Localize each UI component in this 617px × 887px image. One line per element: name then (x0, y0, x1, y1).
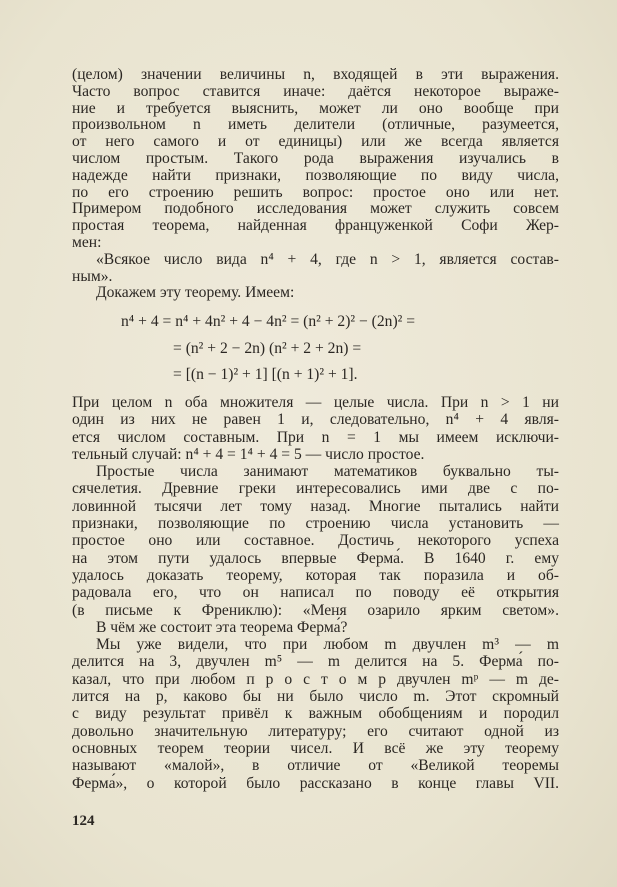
text-line: ется числом составным. При n = 1 мы имеем исключи- (72, 428, 559, 446)
text-line: «Всякое число вида n⁴ + 4, где n > 1, является состав- (96, 250, 559, 268)
text-line: Простые числа занимают математиков буквально ты- (96, 463, 559, 481)
text-line: основных теорем теории чисел. И всё же эту теорему (72, 739, 559, 757)
text-line: произвольном n иметь делители (отличные, разумеется, (72, 116, 559, 134)
formula-line-3: = [(n − 1)² + 1] [(n + 1)² + 1]. (173, 366, 358, 383)
text-line: один из них не равен 1 и, следовательно, n⁴ + 4 явля- (72, 411, 559, 429)
text-line: радовала его, что он написал по поводу её открытия (72, 584, 559, 602)
text-line: удалось доказать теорему, которая так поразила и об- (72, 566, 559, 584)
text-line: простая теорема, найденная француженкой Софи Жер- (72, 217, 559, 235)
text-line: (целом) значении величины n, входящей в эти выражения. (72, 66, 559, 83)
text-line: делится на 3, двучлен m⁵ — m делится на 5. Ферма́ по- (72, 653, 559, 671)
text-line: от него самого и от единицы) или же всегда является (72, 133, 559, 151)
text-line: числом простым. Такого рода выражения изучались в (72, 149, 559, 167)
text-line: простое оно или составное. Достичь некоторого успеха (72, 532, 559, 550)
text-line: Ферма́», о которой было рассказано в конце главы VII. (72, 774, 559, 792)
text-block-bottom (72, 394, 559, 792)
text-line: по его строению решить вопрос: простое оно или нет. (72, 183, 559, 201)
formula-line-2: = (n² + 2 − 2n) (n² + 2 + 2n) = (173, 340, 362, 357)
page-number: 124 (72, 813, 95, 829)
text-line: Часто вопрос ставится иначе: даётся некоторое выраже- (72, 82, 559, 100)
text-line: Докажем эту теорему. Имеем: (96, 284, 295, 302)
text-line: называют «малой», в отличие от «Великой теоремы (72, 757, 559, 775)
formula-line-1: n⁴ + 4 = n⁴ + 4n² + 4 − 4n² = (n² + 2)² − (2n)² = (121, 313, 416, 330)
text-line: надежде найти признаки, позволяющие по виду числа, (72, 166, 559, 184)
text-line: на этом пути удалось впервые Ферма́. В 1640 г. ему (72, 549, 559, 567)
text-line: сячелетия. Древние греки интересовались ими две с по- (72, 480, 559, 498)
text-line: казал, что при любом п р о с т о м p двучлен mᵖ — m де- (72, 670, 559, 688)
text-line: ловинной тысячи лет тому назад. Многие пытались найти (72, 497, 559, 515)
text-line: признаки, позволяющие по строению числа установить — (72, 515, 559, 533)
text-line: с виду результат привёл к важным обобщениям и породил (72, 705, 559, 723)
text-block-top (72, 67, 559, 302)
text-line: ным». (72, 267, 113, 285)
text-line: (в письме к Френиклю): «Меня озарило ярким светом». (72, 601, 559, 619)
text-line: ние и требуется выяснить, может ли оно вообще при (72, 99, 559, 117)
text-line: Мы уже видели, что при любом m двучлен m³ — m (96, 636, 559, 654)
text-line: тельный случай: n⁴ + 4 = 1⁴ + 4 = 5 — число простое. (72, 445, 425, 463)
text-line: довольно значительную литературу; его считают одной из (72, 722, 559, 740)
text-line: Примером подобного исследования может служить совсем (72, 200, 559, 218)
text-line: лится на p, каково бы ни было число m. Этот скромный (72, 688, 559, 706)
text-line: В чём же состоит эта теорема Ферма́? (96, 618, 348, 636)
text-line: При целом n оба множителя — целые числа. При n > 1 ни (72, 394, 559, 411)
text-line: мен: (72, 233, 102, 251)
